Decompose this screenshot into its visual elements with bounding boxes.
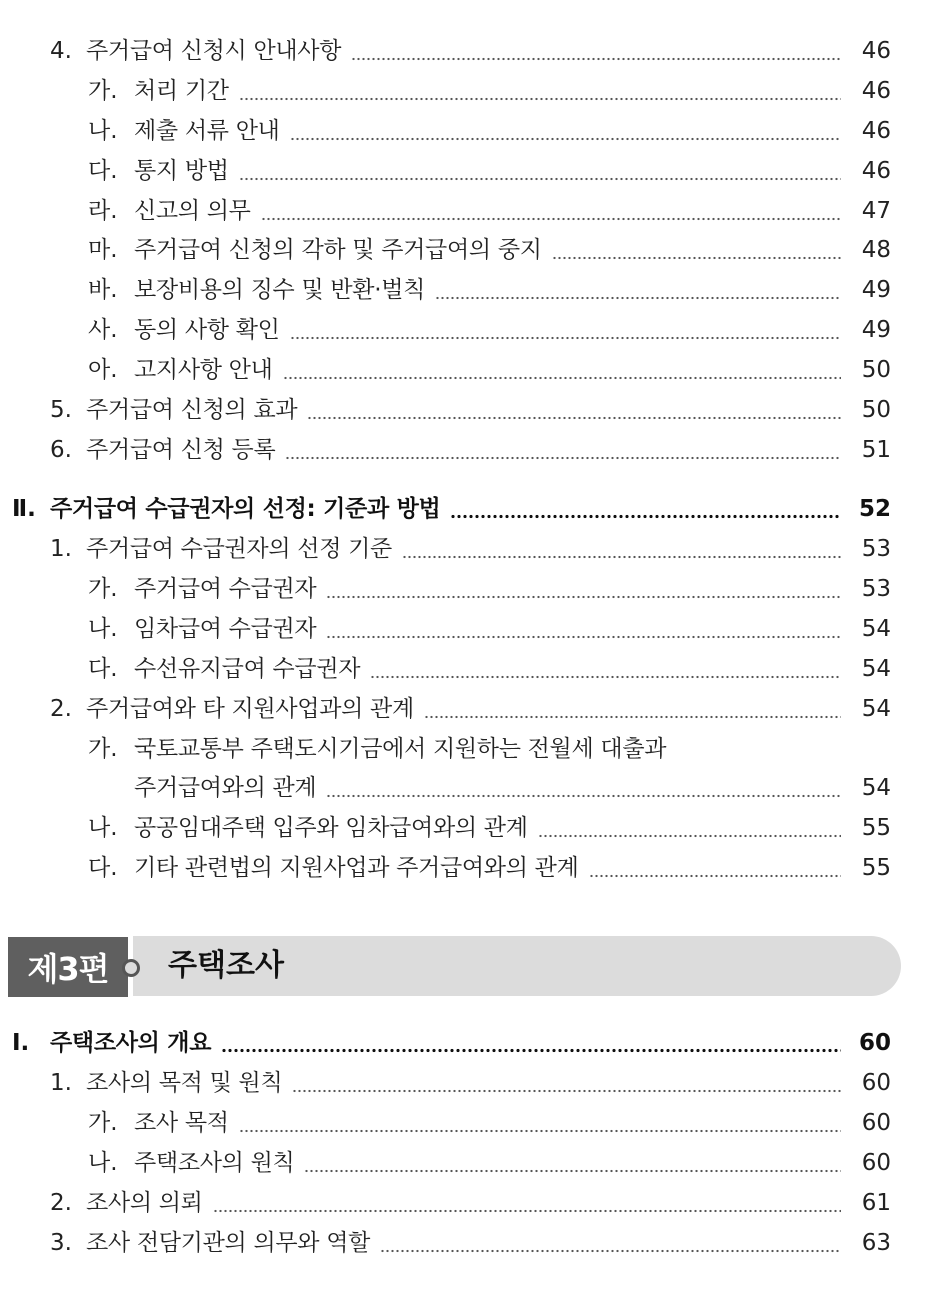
toc-entry-page: 60	[861, 1110, 891, 1136]
toc-entry-page: 50	[861, 357, 891, 383]
toc-entry-page: 46	[861, 38, 891, 64]
dot-leader	[290, 137, 841, 141]
toc-entry-title: 조사의 목적 및 원칙	[86, 1070, 283, 1096]
dot-leader	[290, 336, 841, 340]
toc-entry-title: 통지 방법	[134, 158, 229, 184]
toc-entry-page: 54	[861, 696, 891, 722]
dot-leader	[261, 217, 841, 221]
circle-bullet-icon	[122, 959, 140, 977]
toc-entry-page: 51	[861, 437, 891, 463]
toc-entry-title: 공공임대주택 입주와 임차급여와의 관계	[134, 815, 528, 841]
dot-leader	[283, 376, 841, 380]
toc-entry-page: 60	[861, 1070, 891, 1096]
part-label: 제3편	[8, 937, 128, 997]
toc-entry	[0, 1222, 927, 1262]
toc-entry	[0, 30, 927, 70]
toc-entry-number: Ⅰ.	[12, 1030, 30, 1056]
toc-entry	[0, 110, 927, 150]
toc-entry-title: 주거급여와의 관계	[134, 775, 317, 801]
dot-leader	[402, 555, 841, 559]
toc-entry	[0, 389, 927, 429]
toc-entry-title: 국토교통부 주택도시기금에서 지원하는 전월세 대출과	[134, 736, 667, 762]
toc-entry	[0, 1182, 927, 1222]
toc-entry-number: 다.	[88, 656, 118, 682]
toc-entry	[0, 190, 927, 230]
toc-entry-title: 제출 서류 안내	[134, 118, 280, 144]
toc-entry	[0, 1102, 927, 1142]
toc-entry-title: 주거급여 수급권자의 선정: 기준과 방법	[50, 496, 441, 522]
toc-entry-title: 조사 전담기관의 의무와 역할	[86, 1230, 371, 1256]
toc-entry-page: 55	[861, 815, 891, 841]
toc-entry-title: 수선유지급여 수급권자	[134, 656, 361, 682]
toc-entry-title: 주거급여 신청의 효과	[86, 397, 298, 423]
toc-entry-title: 주택조사의 원칙	[134, 1150, 295, 1176]
toc-entry-page: 48	[861, 237, 891, 263]
dot-leader	[304, 1169, 841, 1173]
toc-entry-page: 53	[861, 536, 891, 562]
dot-leader	[552, 256, 841, 260]
toc-entry-title: 동의 사항 확인	[134, 317, 280, 343]
toc-entry-page: 54	[861, 616, 891, 642]
dot-leader	[285, 456, 841, 460]
toc-entry	[0, 1062, 927, 1102]
dot-leader	[450, 514, 841, 519]
toc-entry-title: 주거급여 수급권자	[134, 576, 317, 602]
dot-leader	[239, 177, 841, 181]
toc-entry-number: 아.	[88, 357, 118, 383]
toc-entry	[0, 807, 927, 847]
toc-entry-number: 6.	[50, 437, 72, 463]
toc-entry-page: 52	[858, 496, 891, 522]
toc-entry-page: 50	[861, 397, 891, 423]
dot-leader	[326, 635, 841, 639]
dot-leader	[351, 57, 841, 61]
toc-entry-number: 사.	[88, 317, 118, 343]
dot-leader	[292, 1089, 841, 1093]
toc-entry-number: 가.	[88, 1110, 118, 1136]
dot-leader	[380, 1249, 841, 1253]
toc-entry-title: 주거급여 신청의 각하 및 주거급여의 중지	[134, 237, 542, 263]
toc-entry-page: 46	[861, 78, 891, 104]
dot-leader	[239, 1129, 841, 1133]
toc-entry-title: 보장비용의 징수 및 반환·벌칙	[134, 277, 426, 303]
toc-entry-title: 고지사항 안내	[134, 357, 273, 383]
toc-entry-page: 54	[861, 656, 891, 682]
toc-entry-title: 주택조사의 개요	[50, 1030, 212, 1056]
toc-entry-number: 1.	[50, 536, 72, 562]
toc-entry	[0, 429, 927, 469]
dot-leader	[221, 1048, 841, 1053]
toc-entry-number: 라.	[88, 198, 118, 224]
toc-entry	[0, 728, 927, 768]
toc-entry-number: 나.	[88, 815, 118, 841]
toc-entry	[0, 229, 927, 269]
toc-entry	[0, 70, 927, 110]
toc-entry-title: 처리 기간	[134, 78, 229, 104]
toc-entry	[0, 608, 927, 648]
toc-entry-title: 주거급여 신청시 안내사항	[86, 38, 342, 64]
toc-entry-page: 46	[861, 158, 891, 184]
part-banner	[8, 933, 893, 997]
toc-entry	[0, 767, 927, 807]
toc-entry-number: 바.	[88, 277, 118, 303]
toc-entry-page: 49	[861, 277, 891, 303]
dot-leader	[538, 834, 841, 838]
toc-entry	[0, 648, 927, 688]
toc-entry	[0, 488, 927, 528]
toc-entry-number: 3.	[50, 1230, 72, 1256]
toc-entry-title: 주거급여 수급권자의 선정 기준	[86, 536, 392, 562]
toc-entry	[0, 349, 927, 389]
toc-entry-title: 조사 목적	[134, 1110, 229, 1136]
toc-entry-number: 나.	[88, 1150, 118, 1176]
toc-entry-page: 63	[861, 1230, 891, 1256]
toc-entry-number: 5.	[50, 397, 72, 423]
toc-entry-number: 마.	[88, 237, 118, 263]
toc-entry	[0, 528, 927, 568]
toc-entry-number: 2.	[50, 696, 72, 722]
dot-leader	[239, 97, 841, 101]
toc-entry-page: 49	[861, 317, 891, 343]
toc-entry	[0, 1142, 927, 1182]
toc-entry-page: 60	[861, 1150, 891, 1176]
dot-leader	[307, 416, 841, 420]
part-title: 주택조사	[168, 948, 284, 983]
toc-entry-page: 61	[861, 1190, 891, 1216]
dot-leader	[326, 595, 841, 599]
dot-leader	[326, 794, 841, 798]
toc-entry-title: 주거급여 신청 등록	[86, 437, 276, 463]
toc-entry-title: 조사의 의뢰	[86, 1190, 203, 1216]
toc-entry-page: 54	[861, 775, 891, 801]
toc-entry-number: 1.	[50, 1070, 72, 1096]
toc-entry-number: 가.	[88, 78, 118, 104]
toc-entry	[0, 150, 927, 190]
toc-entry	[0, 568, 927, 608]
toc-entry-title: 기타 관련법의 지원사업과 주거급여와의 관계	[134, 855, 579, 881]
toc-entry-page: 55	[861, 855, 891, 881]
toc-entry-number: 나.	[88, 118, 118, 144]
toc-entry	[0, 688, 927, 728]
dot-leader	[213, 1209, 841, 1213]
toc-entry-number: 4.	[50, 38, 72, 64]
toc-entry	[0, 309, 927, 349]
toc-entry-number: 나.	[88, 616, 118, 642]
toc-entry	[0, 1022, 927, 1062]
toc-entry-number: Ⅱ.	[12, 496, 36, 522]
dot-leader	[589, 874, 842, 878]
toc-entry	[0, 269, 927, 309]
toc-entry-page: 60	[858, 1030, 891, 1056]
toc-entry-page: 46	[861, 118, 891, 144]
toc-entry	[0, 847, 927, 887]
dot-leader	[435, 296, 841, 300]
toc-entry-number: 다.	[88, 158, 118, 184]
toc-entry-number: 가.	[88, 576, 118, 602]
toc-entry-number: 2.	[50, 1190, 72, 1216]
toc-entry-number: 가.	[88, 736, 118, 762]
toc-entry-title: 신고의 의무	[134, 198, 251, 224]
toc-entry-page: 47	[861, 198, 891, 224]
toc-entry-page: 53	[861, 576, 891, 602]
toc-entry-title: 임차급여 수급권자	[134, 616, 317, 642]
toc-entry-title: 주거급여와 타 지원사업과의 관계	[86, 696, 414, 722]
toc-entry-number: 다.	[88, 855, 118, 881]
dot-leader	[370, 675, 841, 679]
dot-leader	[424, 715, 841, 719]
